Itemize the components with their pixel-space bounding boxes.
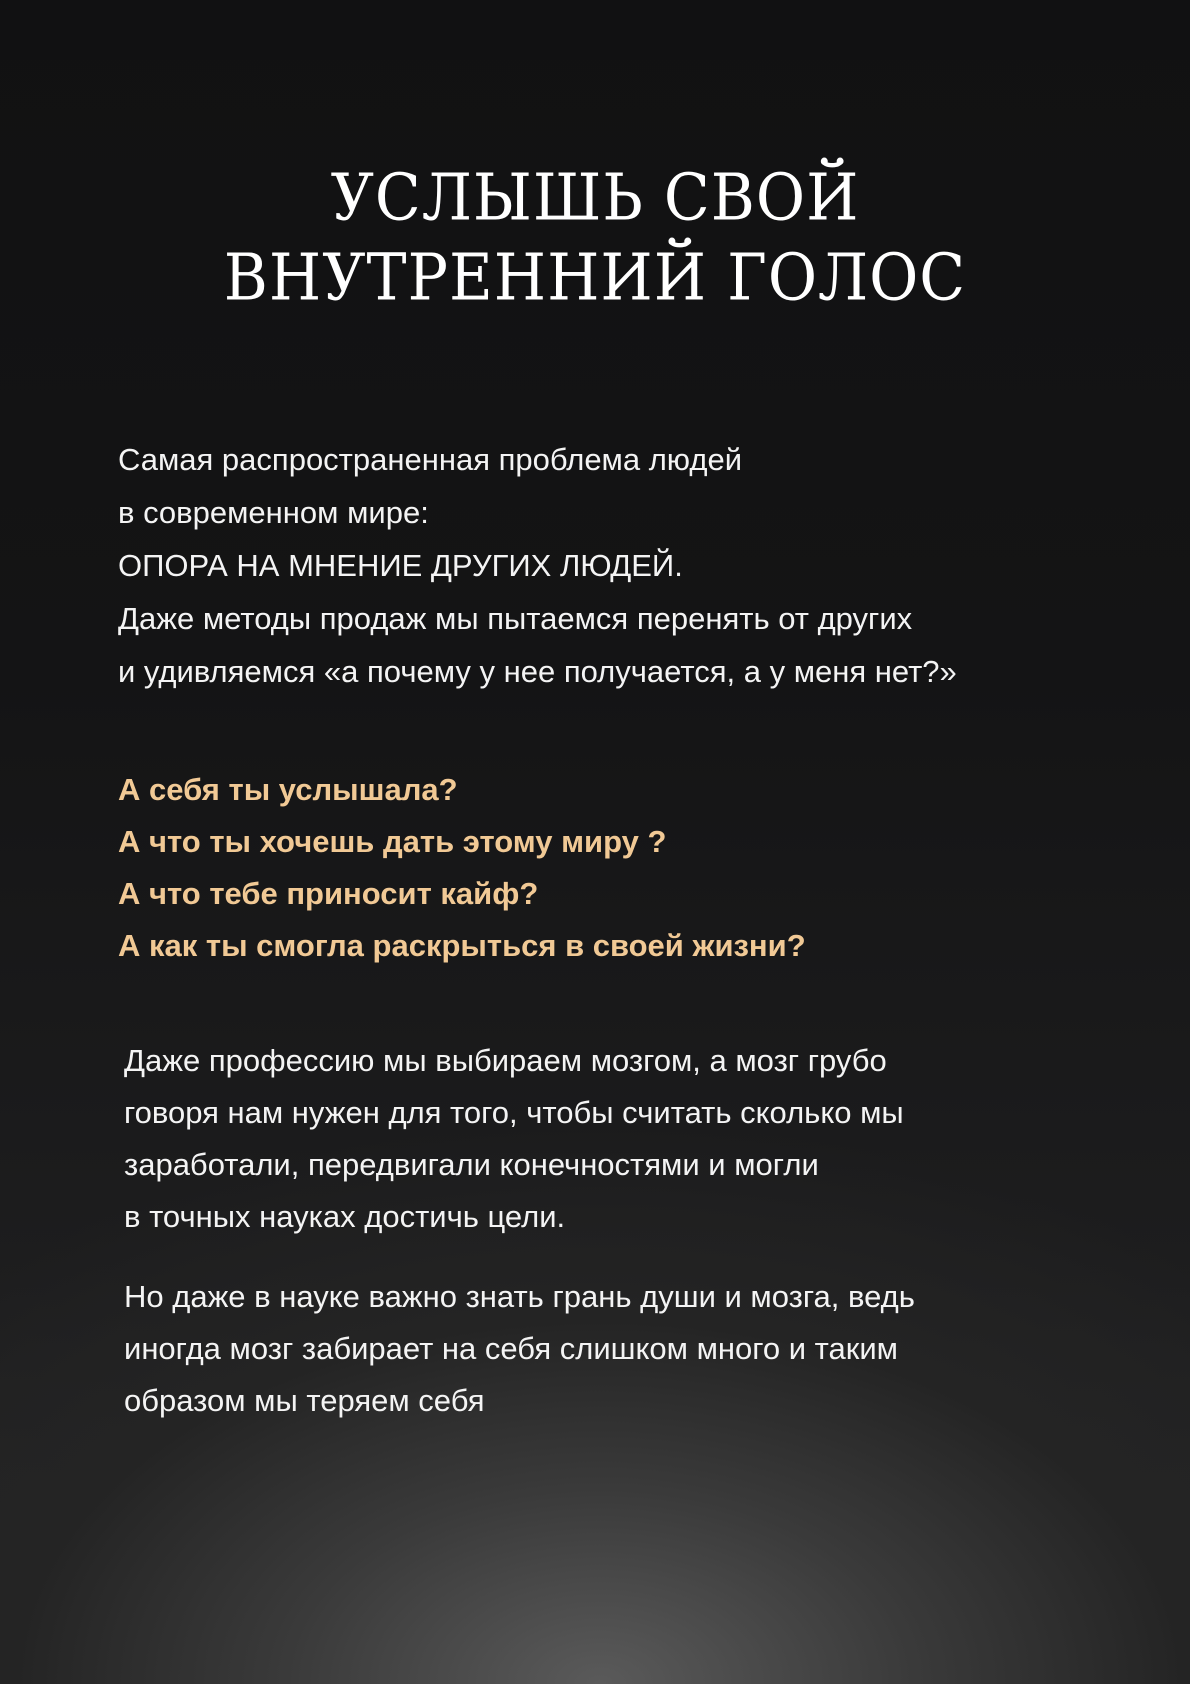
question-line: А что тебе приносит кайф? [118, 876, 539, 911]
title-line-2: ВНУТРЕННИЙ ГОЛОС [223, 240, 967, 316]
body-paragraph-1 [124, 1035, 1124, 1243]
page-title [0, 158, 1190, 318]
body-line: иногда мозг забирает на себя слишком много и таким [124, 1331, 898, 1366]
body-line: в точных науках достичь цели. [124, 1199, 566, 1234]
body-line: Но даже в науке важно знать грань души и мозга, ведь [124, 1279, 915, 1314]
body-line: говоря нам нужен для того, чтобы считать сколько мы [124, 1095, 904, 1130]
question-line: А что ты хочешь дать этому миру ? [118, 824, 667, 859]
body-line: Даже профессию мы выбираем мозгом, а мозг грубо [124, 1043, 887, 1078]
intro-line: в современном мире: [118, 495, 429, 530]
title-line-1: УСЛЫШЬ СВОЙ [330, 160, 860, 236]
intro-line: Даже методы продаж мы пытаемся перенять от других [118, 601, 913, 636]
intro-line: ОПОРА НА МНЕНИЕ ДРУГИХ ЛЮДЕЙ. [118, 548, 683, 583]
question-line: А себя ты услышала? [118, 772, 458, 807]
intro-line: и удивляемся «а почему у нее получается, а у меня нет?» [118, 654, 957, 689]
questions-block [118, 764, 1118, 972]
body-line: образом мы теряем себя [124, 1383, 485, 1418]
question-line: А как ты смогла раскрыться в своей жизни? [118, 928, 806, 963]
intro-paragraph [118, 433, 1118, 698]
body-paragraph-2 [124, 1271, 1124, 1427]
body-line: заработали, передвигали конечностями и могли [124, 1147, 819, 1182]
intro-line: Самая распространенная проблема людей [118, 442, 743, 477]
